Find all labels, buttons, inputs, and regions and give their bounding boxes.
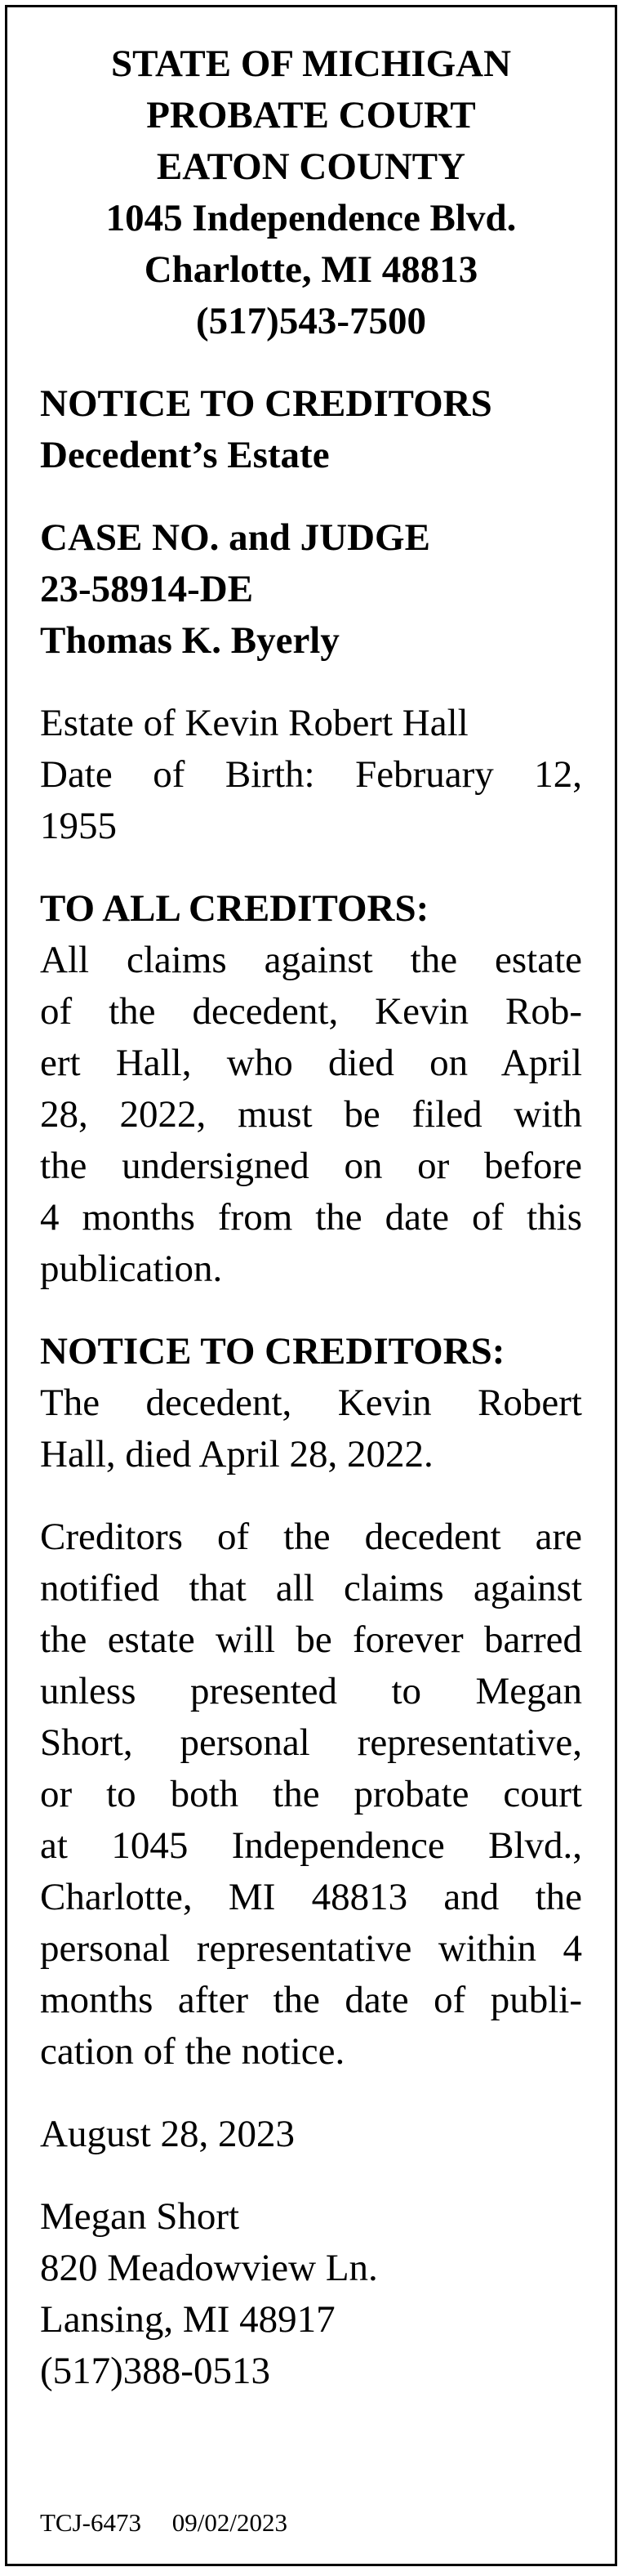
header-phone: (517)543-7500 bbox=[196, 300, 426, 342]
creditors-line: Charlotte, MI 48813 and the bbox=[40, 1876, 582, 1918]
header-state: STATE OF MICHIGAN bbox=[110, 42, 512, 85]
claims-line: publication. bbox=[40, 1248, 223, 1290]
case-number: 23-58914-DE bbox=[40, 568, 254, 610]
to-all-creditors-section bbox=[40, 883, 582, 1295]
representative-phone: (517)388-0513 bbox=[40, 2350, 270, 2392]
decedent-line: Hall, died April 28, 2022. bbox=[40, 1433, 434, 1476]
publication-code: TCJ-6473 bbox=[40, 2508, 141, 2537]
creditors-line: at 1045 Independence Blvd., bbox=[40, 1824, 582, 1867]
court-header bbox=[40, 38, 582, 347]
notice-subtitle: Decedent’s Estate bbox=[40, 434, 330, 476]
notice-to-creditors-section bbox=[40, 1326, 582, 1480]
creditors-paragraph bbox=[40, 1511, 582, 2078]
header-city: Charlotte, MI 48813 bbox=[144, 248, 478, 291]
claims-line: 4 months from the date of this bbox=[40, 1196, 582, 1239]
representative-street: 820 Meadowview Ln. bbox=[40, 2247, 378, 2289]
creditors-line: notified that all claims against bbox=[40, 1567, 582, 1609]
header-street: 1045 Independence Blvd. bbox=[105, 197, 517, 239]
notice-title bbox=[40, 378, 582, 481]
case-label: CASE NO. and JUDGE bbox=[40, 516, 430, 559]
representative-city: Lansing, MI 48917 bbox=[40, 2298, 336, 2341]
notice-to-creditors-heading: NOTICE TO CREDITORS: bbox=[40, 1330, 505, 1373]
claims-line: ert Hall, who died on April bbox=[40, 1042, 582, 1084]
creditors-line: cation of the notice. bbox=[40, 2030, 345, 2073]
representative-name: Megan Short bbox=[40, 2195, 240, 2238]
estate-dob-year: 1955 bbox=[40, 805, 117, 847]
creditors-line: Creditors of the decedent are bbox=[40, 1516, 582, 1558]
claims-line: of the decedent, Kevin Rob- bbox=[40, 990, 582, 1033]
to-all-creditors-heading: TO ALL CREDITORS: bbox=[40, 887, 429, 930]
decedent-line: The decedent, Kevin Robert bbox=[40, 1382, 582, 1424]
creditors-line: personal representative within 4 bbox=[40, 1927, 582, 1970]
notice-date bbox=[40, 2109, 582, 2160]
estate-dob: Date of Birth: February 12, bbox=[40, 753, 582, 796]
claims-line: 28, 2022, must be filed with bbox=[40, 1093, 582, 1136]
notice-title-line: NOTICE TO CREDITORS bbox=[40, 382, 492, 425]
claims-line: the undersigned on or before bbox=[40, 1145, 582, 1187]
creditors-line: months after the date of publi- bbox=[40, 1979, 582, 2021]
creditors-line: or to both the probate court bbox=[40, 1773, 582, 1815]
notice-footer bbox=[40, 2507, 287, 2539]
claims-line: All claims against the estate bbox=[40, 939, 582, 981]
creditors-line: Short, personal representative, bbox=[40, 1721, 582, 1764]
case-block bbox=[40, 512, 582, 667]
estate-name: Estate of Kevin Robert Hall bbox=[40, 702, 469, 744]
header-county: EATON COUNTY bbox=[156, 145, 466, 188]
creditors-line: unless presented to Megan bbox=[40, 1670, 582, 1712]
notice-date-text: August 28, 2023 bbox=[40, 2113, 296, 2155]
header-court: PROBATE COURT bbox=[146, 94, 476, 136]
creditors-line: the estate will be forever barred bbox=[40, 1618, 582, 1661]
legal-notice bbox=[5, 5, 617, 2566]
case-judge: Thomas K. Byerly bbox=[40, 619, 340, 662]
representative-block bbox=[40, 2191, 582, 2397]
estate-block bbox=[40, 698, 582, 852]
publication-date: 09/02/2023 bbox=[171, 2508, 287, 2537]
